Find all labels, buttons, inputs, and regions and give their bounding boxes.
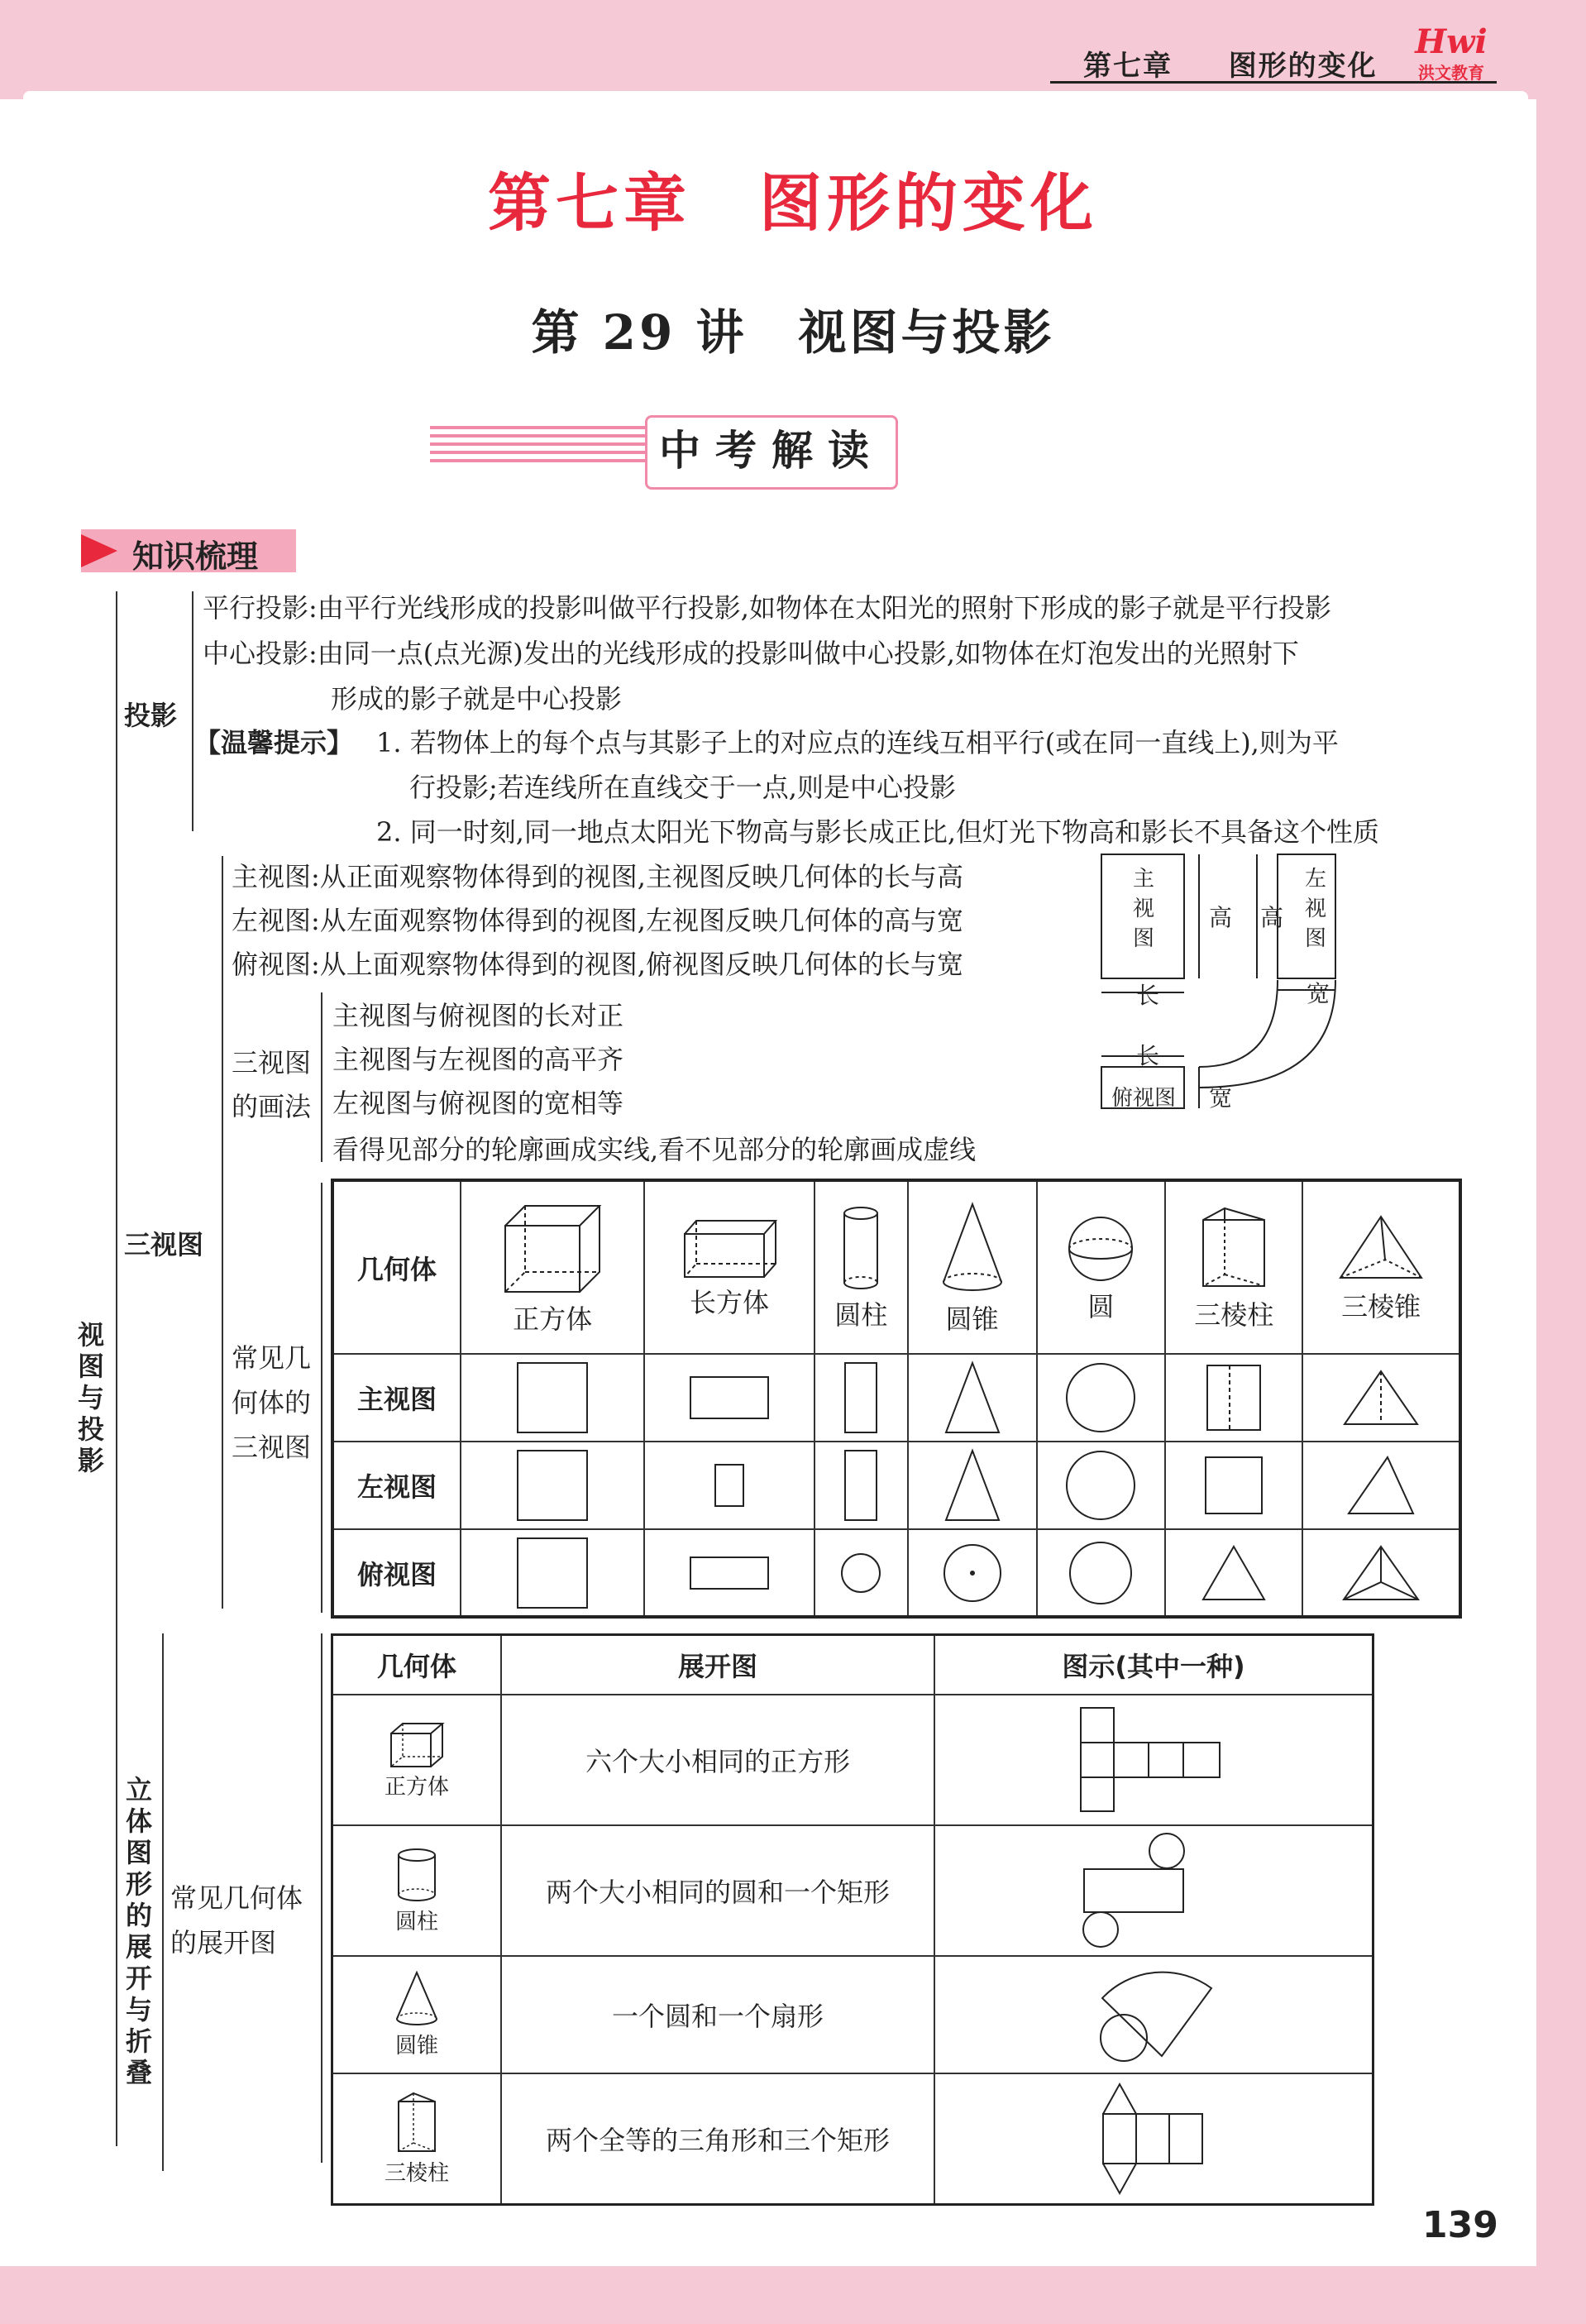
solid-cone: 圆锥 [908,1180,1037,1354]
pyramid-front [1302,1354,1460,1442]
diagram-height-1: 高 [1209,904,1233,931]
diagram-width-2: 宽 [1209,1084,1233,1112]
tip-2: 2. 同一时刻,同一地点太阳光下物高与影长成正比,但灯光下物高和影长不具备这个性质 [376,816,1380,848]
solid-cuboid: 长方体 [644,1180,814,1354]
nets-figure-prism [934,2073,1373,2204]
cone-left [908,1442,1037,1529]
cuboid-left [644,1442,814,1529]
nets-row-cone [332,1956,1373,2073]
row-header-solid: 几何体 [332,1180,461,1354]
diagram-left-label: 左 视 图 [1305,867,1327,951]
three-views-label: 三视图 [124,1229,204,1260]
cone-front [908,1354,1037,1442]
top-view-def: 俯视图:从上面观察物体得到的视图,俯视图反映几何体的长与宽 [232,949,963,980]
nets-header-solid: 几何体 [332,1635,502,1695]
method-rule-2: 主视图与左视图的高平齐 [332,1044,624,1075]
table-row-solid [332,1180,1460,1354]
nets-figure-cone [934,1956,1373,2073]
nets-row-cube [332,1695,1373,1825]
nets-header-net: 展开图 [501,1635,934,1695]
prism-top [1165,1529,1302,1617]
nets-brace [162,1633,164,2171]
row-header-left: 左视图 [332,1442,461,1529]
bottom-border [0,2266,1586,2324]
tip-1b: 行投影;若连线所在直线交于一点,则是中心投影 [409,772,956,803]
nets-row-cylinder [332,1825,1373,1956]
diagram-front-label: 主 视 图 [1133,867,1155,951]
section-banner: 中考解读 [645,415,898,490]
page-number: 139 [1422,2204,1498,2246]
central-projection-text: 中心投影:由同一点(点光源)发出的光线形成的投影叫做中心投影,如物体在灯泡发出的光照射下 [203,638,1299,669]
lecture-title: 第 29 讲 视图与投影 [531,304,1055,361]
parallel-projection-text: 平行投影:由平行光线形成的投影叫做平行投影,如物体在太阳光的照射下形成的影子就是平行投影 [203,592,1331,624]
cuboid-front [644,1354,814,1442]
three-views-brace [222,856,223,1609]
method-label-2: 的画法 [232,1091,312,1122]
nets-figure-cube [934,1695,1373,1825]
nets-outer-label: 立体图形的展开与折叠 [125,1774,152,2088]
brand-logo: Hwi 洪文教育 [1415,22,1488,83]
cone-top [908,1529,1037,1617]
cube-front [461,1354,644,1442]
nets-solid-cylinder: 圆柱 [332,1825,502,1956]
header-chapter: 第七章 [1083,50,1173,83]
left-view-def: 左视图:从左面观察物体得到的视图,左视图反映几何体的高与宽 [232,905,963,936]
table-row-front [332,1354,1460,1442]
prism-left [1165,1442,1302,1529]
outer-label-views-projection: 视图与投影 [77,1319,104,1476]
method-rule-1: 主视图与俯视图的长对正 [332,1000,624,1031]
method-label-1: 三视图 [232,1047,312,1078]
sphere-top [1037,1529,1166,1617]
nets-table [331,1633,1374,2206]
diagram-length-2: 长 [1136,1042,1160,1069]
nets-desc-cube: 六个大小相同的正方形 [501,1695,934,1825]
solid-triangular-prism: 三棱柱 [1165,1180,1302,1354]
diagram-width-1: 宽 [1307,980,1330,1007]
cube-left [461,1442,644,1529]
table-row-left [332,1442,1460,1529]
nets-solid-cone: 圆锥 [332,1956,502,2073]
nets-inner-brace [321,1633,322,2163]
diagram-top-view-label: 俯视图 [1111,1086,1177,1111]
central-projection-text-2: 形成的影子就是中心投影 [331,683,623,715]
outer-brace [116,591,117,2146]
table-row-top [332,1529,1460,1617]
three-views-table [331,1179,1462,1619]
row-header-front: 主视图 [332,1354,461,1442]
sphere-front [1037,1354,1166,1442]
projection-label: 投影 [124,700,178,731]
nets-desc-prism: 两个全等的三角形和三个矩形 [501,2073,934,2204]
nets-desc-cone: 一个圆和一个扇形 [501,1956,934,2073]
chapter-title: 第七章 图形的变化 [488,166,1098,240]
solid-triangular-pyramid: 三棱锥 [1302,1180,1460,1354]
nets-label: 常见几何体 的展开图 [170,1882,303,1958]
section-arrow-icon [81,534,117,567]
method-rule-4: 看得见部分的轮廓画成实线,看不见部分的轮廓画成虚线 [332,1134,977,1165]
front-view-def: 主视图:从正面观察物体得到的视图,主视图反映几何体的长与高 [232,861,963,892]
cube-top [461,1529,644,1617]
prism-front [1165,1354,1302,1442]
solid-cube: 正方体 [461,1180,644,1354]
solid-sphere: 圆 [1037,1180,1166,1354]
running-header [1083,43,1378,84]
solid-cylinder: 圆柱 [814,1180,908,1354]
cylinder-top [814,1529,908,1617]
nets-figure-cylinder [934,1825,1373,1956]
nets-row-prism [332,2073,1373,2204]
diagram-length-1: 长 [1136,982,1160,1009]
sphere-left [1037,1442,1166,1529]
pyramid-top [1302,1529,1460,1617]
projection-brace [192,591,193,831]
method-rule-3: 左视图与俯视图的宽相等 [332,1088,624,1119]
common-solids-label: 常见几 何体的 三视图 [232,1342,312,1463]
pyramid-left [1302,1442,1460,1529]
row-header-top: 俯视图 [332,1529,461,1617]
nets-header-row [332,1635,1373,1695]
nets-solid-prism: 三棱柱 [332,2073,502,2204]
nets-header-figure: 图示(其中一种) [934,1635,1373,1695]
nets-solid-cube: 正方体 [332,1695,502,1825]
nets-desc-cylinder: 两个大小相同的圆和一个矩形 [501,1825,934,1956]
cylinder-left [814,1442,908,1529]
tip-label: 【温馨提示】 [194,727,354,758]
header-topic: 图形的变化 [1228,50,1378,83]
method-brace [321,992,322,1162]
cylinder-front [814,1354,908,1442]
common-solids-brace [321,1183,322,1613]
section-heading: 知识梳理 [132,538,259,575]
diagram-height-2: 高 [1260,904,1284,931]
cuboid-top [644,1529,814,1617]
tip-1a: 1. 若物体上的每个点与其影子上的对应点的连线互相平行(或在同一直线上),则为平 [376,727,1339,758]
